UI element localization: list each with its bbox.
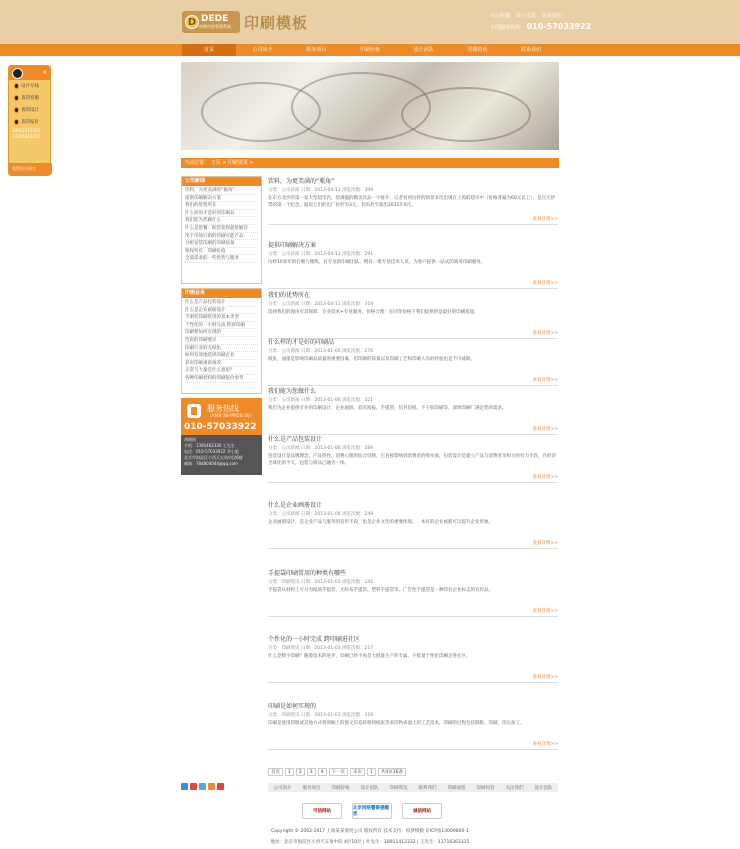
brand-title: 印刷模板 bbox=[244, 14, 309, 32]
hotline-title: 服务热线 bbox=[207, 404, 239, 413]
article-title[interactable]: 什么是产品包装设计 bbox=[268, 436, 323, 443]
article-divider bbox=[268, 682, 558, 683]
sidebar-service-item[interactable]: 正常与大量是什么意思？ bbox=[185, 367, 258, 375]
qq-penguin-icon bbox=[12, 68, 23, 79]
nav-services[interactable]: 服务项目 bbox=[306, 47, 327, 53]
sidebar-news-box bbox=[181, 176, 262, 284]
sidebar-service-title: 印刷业务 bbox=[182, 289, 261, 298]
article-meta: 分类：公司新闻 日期：2013-01-06 浏览次数：321 bbox=[268, 398, 374, 403]
sidebar-service-item[interactable]: 什么是企业画册设计 bbox=[185, 307, 258, 315]
article-summary: 手提袋从材料上可分为纸质手提袋、无纺布手提袋、塑料手提袋等。广告性手提袋是一种印有企业标志的宣传品。 bbox=[268, 588, 493, 593]
read-more-link[interactable]: 查看详情>> bbox=[532, 217, 558, 222]
article-title[interactable]: 个性化的一小时完成 跨印刷进社区 bbox=[268, 636, 360, 643]
set-homepage-link[interactable]: 设为首页 bbox=[516, 13, 537, 19]
pager-item[interactable]: 末页 bbox=[350, 768, 365, 776]
nav-contact[interactable]: 联系我们 bbox=[521, 47, 542, 53]
article-summary: 在东方北沙的第一家大型超市内，装满瓶的精美饮品一字排开，记者看到这样的情景多次出现在上海的超市中（价格普遍为60元以上），是百元钞票的第一个纪念，据说它们的出厂价约为3元，有的甚至超出2011年6月。 bbox=[268, 196, 555, 208]
read-more-link[interactable]: 查看详情>> bbox=[532, 378, 558, 383]
share-tencent-icon[interactable] bbox=[199, 783, 206, 790]
close-icon[interactable]: × bbox=[41, 69, 47, 76]
footer-nav-item[interactable]: 印刷流程 bbox=[447, 785, 466, 791]
article-summary: 企业画册设计，是企业产品与服务的宣传手段，也是企业文化的重要体现。一本好的企业画册可以提升企业形象。 bbox=[268, 520, 493, 525]
contact-line: 电话：010-57033922 乔小姐 bbox=[184, 449, 239, 454]
article-summary: 选择我们的理由有其保障：专业技术+专业服务、价格合理！在同等价格下我们提供的是最好的印刷质量。 bbox=[268, 310, 479, 315]
copyright: Copyright © 2002-2017 上海某某商贸公司 版权所有 技术支持：织梦模板 京ICP备14009800-1 bbox=[271, 829, 469, 834]
breadcrumb: 当前位置： 主页 > 印刷资讯 > bbox=[181, 158, 559, 168]
read-more-link[interactable]: 查看详情>> bbox=[532, 609, 558, 614]
footer-nav-item[interactable]: 设计团队 bbox=[534, 785, 553, 791]
pager-item[interactable]: 1 bbox=[285, 768, 294, 776]
pager bbox=[268, 768, 406, 776]
qq-label: 设计专线 bbox=[21, 84, 39, 89]
sidebar-news-item[interactable]: 什么是套餐：助您获得最优解答 bbox=[185, 225, 258, 233]
logo-sub: 织梦内容管理系统 bbox=[199, 23, 231, 29]
footer-nav-item[interactable]: 设计团队 bbox=[360, 785, 379, 791]
sidebar-news-title: 公司新闻 bbox=[182, 177, 261, 186]
share-icons bbox=[181, 783, 224, 790]
article-meta: 分类：公司新闻 日期：2013-04-11 浏览次数：399 bbox=[268, 188, 374, 193]
logo-letters: DEDE bbox=[201, 13, 229, 24]
article-meta: 分类：印刷资讯 日期：2013-01-03 浏览次数：316 bbox=[268, 713, 374, 718]
article-title[interactable]: 提供印刷解决方案 bbox=[268, 242, 317, 249]
contact-link[interactable]: 联系我们 bbox=[542, 13, 563, 19]
article-item bbox=[268, 240, 558, 289]
sidebar-news-item[interactable]: 什么样的才是好的印刷品 bbox=[185, 210, 258, 218]
nav-about[interactable]: 公司简介 bbox=[252, 47, 273, 53]
footer-nav-item[interactable]: 关注我们 bbox=[505, 785, 524, 791]
article-summary: 包装设计是品牌理念、产品特性、消费心理的综合反映，它直接影响到消费者的购买欲，包装设计是建立产品与消费者亲和力的有力手段，在经济全球化的今天，包装与商品已融为一体。 bbox=[268, 454, 556, 466]
article-divider bbox=[268, 288, 558, 289]
phone-number: 010-57033922 bbox=[526, 22, 592, 31]
sidebar-news-item[interactable]: 分析安装印刷的印刷质量 bbox=[185, 240, 258, 248]
address: 地址：北京市海淀区小西天五角中段 4层10层 | 叶先生：18911412332 | 王先生：13716363315 bbox=[270, 840, 470, 845]
footer-nav-item[interactable]: 印刷问答 bbox=[476, 785, 495, 791]
qq-item[interactable] bbox=[9, 80, 50, 92]
footer-nav-item[interactable]: 联系我们 bbox=[418, 785, 437, 791]
nav-news[interactable]: 印刷资讯 bbox=[467, 47, 488, 53]
sidebar-service-item[interactable]: 个性化的一小时完成 跨掉印刷 bbox=[185, 322, 258, 330]
footer-nav bbox=[268, 783, 558, 792]
main-nav bbox=[0, 44, 740, 56]
nav-home[interactable]: 首页 bbox=[182, 44, 236, 56]
sidebar-news-item[interactable]: 我们能为您做什么 bbox=[185, 217, 258, 225]
sidebar-service-item[interactable]: 如何有效地选择印刷企业 bbox=[185, 352, 258, 360]
share-more-icon[interactable] bbox=[217, 783, 224, 790]
qq-header bbox=[9, 66, 50, 80]
qq-item[interactable] bbox=[9, 116, 50, 128]
contact-line: 手机：1391462330 王先生 bbox=[184, 443, 235, 448]
badge-police[interactable]: 北京网络警察提醒您 bbox=[352, 803, 392, 819]
read-more-link[interactable]: 查看详情>> bbox=[532, 675, 558, 680]
qq-float-panel bbox=[8, 65, 51, 176]
article-divider bbox=[268, 482, 558, 483]
pager-item[interactable]: 首页 bbox=[268, 768, 283, 776]
contact-line: 胡刷网 bbox=[184, 437, 196, 442]
sidebar-news-item[interactable]: 饮料，为更美满的“瓶角” bbox=[185, 187, 258, 195]
sidebar-service-item[interactable]: 印刷要如何实现的 bbox=[185, 329, 258, 337]
pager-item[interactable]: 4 bbox=[318, 768, 327, 776]
read-more-link[interactable]: 查看详情>> bbox=[532, 281, 558, 286]
qq-phone-1: 18911412332 bbox=[12, 128, 40, 133]
contact-line: 邮箱：784804044@qq.com bbox=[184, 461, 238, 466]
header bbox=[0, 0, 740, 44]
article-item bbox=[268, 386, 558, 435]
hotline-hours: （AM8:30-PM20:30） bbox=[207, 414, 255, 419]
article-meta: 分类：公司新闻 日期：2013-04-11 浏览次数：319 bbox=[268, 302, 374, 307]
footer-nav-item[interactable]: 公司简介 bbox=[273, 785, 292, 791]
article-summary: 我们为企业提供专业的印刷设计，企业画册、彩页海报、手提袋、信封信纸、不干胶印刷等，深圳印刷厂满足您的需求。 bbox=[268, 406, 507, 411]
article-summary: 历经10多年的打磨与锤炼，有专业的印刷团队、拥有一批专业技术人员。为客户提供一站式的商务印刷服务。 bbox=[268, 260, 486, 265]
article-title[interactable]: 饮料，为更美满的“瓶角” bbox=[268, 178, 335, 185]
article-item bbox=[268, 337, 558, 386]
article-meta: 分类：公司新闻 日期：2013-01-06 浏览次数：249 bbox=[268, 512, 374, 517]
article-item bbox=[268, 634, 558, 683]
article-title[interactable]: 什么是企业画册设计 bbox=[268, 502, 323, 509]
qq-label: 查印客服 bbox=[21, 96, 39, 101]
sidebar-service-box bbox=[181, 288, 262, 394]
article-meta: 分类：公司新闻 日期：2013-01-06 浏览次数：289 bbox=[268, 446, 374, 451]
read-more-link[interactable]: 查看详情>> bbox=[532, 331, 558, 336]
nav-prices[interactable]: 印刷价格 bbox=[360, 47, 381, 53]
sidebar-news-item[interactable]: 全部需求的一些优势与服务 bbox=[185, 255, 258, 263]
article-item bbox=[268, 568, 558, 617]
article-meta: 分类：印刷资讯 日期：2013-01-03 浏览次数：217 bbox=[268, 646, 374, 651]
article-divider bbox=[268, 548, 558, 549]
sidebar-service-item[interactable]: 什么是产品包装设计 bbox=[185, 299, 258, 307]
qq-icon bbox=[14, 83, 19, 89]
article-divider bbox=[268, 224, 558, 225]
qq-footer[interactable]: 免费设计预定 bbox=[9, 163, 52, 175]
trust-badges bbox=[302, 803, 442, 819]
article-meta: 分类：公司新闻 日期：2013-04-11 浏览次数：291 bbox=[268, 252, 374, 257]
sidebar-service-item[interactable]: 彩页印刷重新推荐 bbox=[185, 360, 258, 368]
article-title[interactable]: 什么样的才是好的印刷品 bbox=[268, 339, 335, 346]
contact-box bbox=[181, 435, 262, 475]
article-title[interactable]: 我们能为您做什么 bbox=[268, 388, 317, 395]
qq-label: 查印报价 bbox=[21, 120, 39, 125]
article-summary: 纸张，油墨是影响印刷品质量的重要因素，但印刷的质量以及印刷工艺和印刷人员的经验也是不可或缺。 bbox=[268, 357, 475, 362]
hotline-box bbox=[181, 398, 262, 435]
sidebar-service-item[interactable]: 印刷行业的无纸化 bbox=[185, 345, 258, 353]
sidebar-service-item[interactable]: 色彩的印刷要点 bbox=[185, 337, 258, 345]
sidebar-service-item[interactable]: 手册装印刷常用的基本类型 bbox=[185, 314, 258, 322]
footer-nav-item[interactable]: 印刷价格 bbox=[331, 785, 350, 791]
sidebar-news-item[interactable]: 我们的优势所在 bbox=[185, 202, 258, 210]
read-more-link[interactable]: 查看详情>> bbox=[532, 742, 558, 747]
article-title[interactable]: 手提袋印刷常用的种类有哪些 bbox=[268, 570, 347, 577]
phone-icon bbox=[185, 402, 203, 420]
top-links bbox=[490, 12, 562, 19]
article-item bbox=[268, 176, 558, 225]
article-item bbox=[268, 701, 558, 750]
qq-phone-2: 13716363315 bbox=[12, 134, 40, 139]
article-item bbox=[268, 434, 558, 483]
contact-line: 北京市海淀区小西天五角中段6楼 bbox=[184, 455, 243, 460]
read-more-link[interactable]: 查看详情>> bbox=[532, 475, 558, 480]
banner-image bbox=[181, 62, 559, 150]
logo[interactable] bbox=[182, 11, 240, 33]
read-more-link[interactable]: 查看详情>> bbox=[532, 541, 558, 546]
footer-nav-item[interactable]: 服务项目 bbox=[302, 785, 321, 791]
pager-item[interactable]: 共4页36条 bbox=[378, 768, 406, 776]
read-more-link[interactable]: 查看详情>> bbox=[532, 427, 558, 432]
add-favorite-link[interactable]: 加入收藏 bbox=[490, 13, 511, 19]
share-weibo-icon[interactable] bbox=[190, 783, 197, 790]
footer-nav-item[interactable]: 印刷资讯 bbox=[389, 785, 408, 791]
badge-integrity[interactable]: 诚信网站 bbox=[402, 803, 442, 819]
article-divider bbox=[268, 749, 558, 750]
sidebar-news-item[interactable]: 用于市场行销的印刷可能产品 bbox=[185, 233, 258, 241]
logo-icon: D bbox=[185, 15, 199, 29]
sidebar-news-item[interactable]: 提供印刷解决方案 bbox=[185, 195, 258, 203]
hotline-phone: 010-57033922 bbox=[184, 422, 257, 432]
pager-item[interactable]: 2 bbox=[296, 768, 305, 776]
qq-icon bbox=[14, 107, 19, 113]
pager-item[interactable]: 3 bbox=[307, 768, 316, 776]
sidebar-news-item[interactable]: 版权所有：印刷价值 bbox=[185, 248, 258, 256]
article-meta: 分类：印刷资讯 日期：2013-01-03 浏览次数：242 bbox=[268, 580, 374, 585]
phone-label: 全国服务热线： bbox=[490, 25, 526, 31]
top-phone bbox=[490, 22, 591, 31]
article-summary: 印刷是使用印版或其他方式将原稿上的图文信息转移到纸张等承印物表面上的工艺技术，印刷的过程包括制版、印刷、印后加工。 bbox=[268, 721, 525, 726]
sidebar-service-item[interactable]: 各种印刷材料的印刷报价参考 bbox=[185, 375, 258, 383]
article-meta: 分类：公司新闻 日期：2013-01-06 浏览次数：276 bbox=[268, 349, 374, 354]
qq-item[interactable] bbox=[9, 104, 50, 116]
article-item bbox=[268, 500, 558, 549]
nav-design-team[interactable]: 设计团队 bbox=[413, 47, 434, 53]
share-renren-icon[interactable] bbox=[208, 783, 215, 790]
qq-item[interactable] bbox=[9, 92, 50, 104]
qq-icon bbox=[14, 119, 19, 125]
article-divider bbox=[268, 616, 558, 617]
article-title[interactable]: 我们的优势所在 bbox=[268, 292, 311, 299]
pager-item[interactable]: 1 bbox=[367, 768, 376, 776]
article-item bbox=[268, 290, 558, 339]
pager-item[interactable]: 下一页 bbox=[329, 768, 349, 776]
article-summary: 什么是数字印刷？随着技术的进步，印刷已经不再是大批量生产的专属，小批量个性化印刷走进社区。 bbox=[268, 654, 471, 659]
qq-label: 查印设计 bbox=[21, 108, 39, 113]
badge-credible-site[interactable]: 可信网站 bbox=[302, 803, 342, 819]
article-title[interactable]: 印刷是如何实现的 bbox=[268, 703, 317, 710]
qq-icon bbox=[14, 95, 19, 101]
share-qzone-icon[interactable] bbox=[181, 783, 188, 790]
